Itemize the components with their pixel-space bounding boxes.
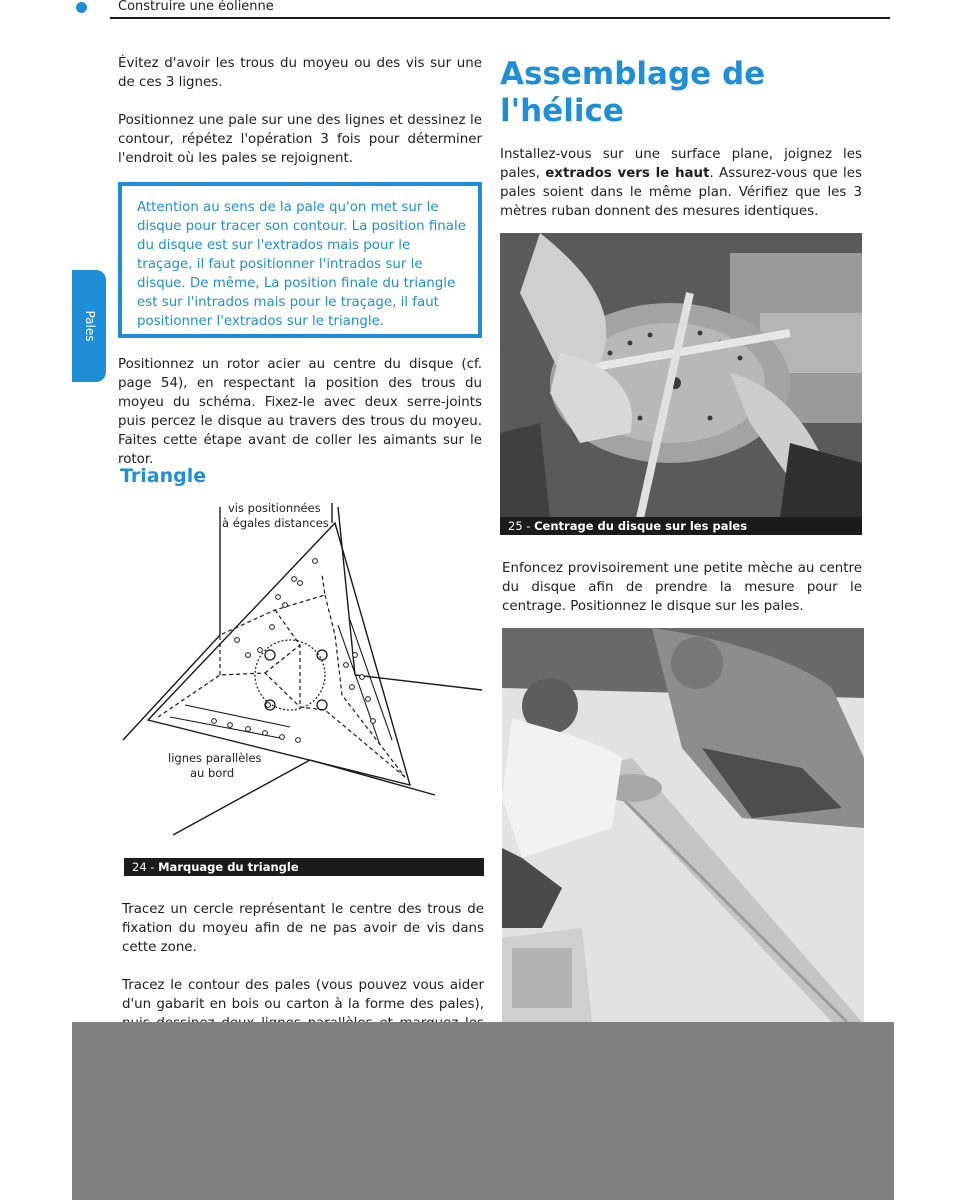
right-paragraph-1	[500, 145, 862, 221]
running-header: Construire une éolienne	[118, 0, 274, 14]
triangle-diagram	[110, 495, 490, 845]
figure-25-number: 25 -	[508, 519, 535, 533]
hub-zone-circle	[255, 640, 325, 710]
left-paragraph-4: Tracez un cercle représentant le centre des trous de fixation du moyeu afin de ne pas avoir de vis dans cette zone.	[122, 902, 484, 955]
blade-line-3b	[310, 760, 435, 795]
figure-24-text: Marquage du triangle	[158, 860, 299, 874]
figure-24-number: 24 -	[132, 860, 159, 874]
right-paragraph-1-a: Installez-vous sur une surface plane, joignez les pales,	[500, 147, 862, 181]
right-paragraph-1-b: . Assurez-vous que les pales soient dans le même plan. Vérifiez que les 3 mètres ruban donnent des mesures identiques.	[500, 166, 862, 219]
dashed-contour-4	[275, 610, 300, 707]
section-side-tab-label: Pales	[83, 310, 97, 342]
left-paragraph-2: Positionnez une pale sur une des lignes et dessinez le contour, répétez l'opération 3 fois pour déterminer l'endroit où les pales se rejoignent.	[118, 113, 482, 166]
left-paragraph-5: Tracez le contour des pales (vous pouvez vous aider d'un gabarit en bois ou carton à la forme des pales),	[122, 978, 484, 1012]
diagram-label-bottom-line-2: au bord	[190, 766, 235, 780]
figure-24-caption	[124, 858, 484, 876]
attention-note-text: Attention au sens de la pale qu'on met sur le disque pour tracer son contour. La position finale du disque est sur l'extrados mais pour le traçage, il faut positionner l'intrados sur le disque. De même, La position finale du triangle est sur l'intrados mais pour le traçage, il faut positionner l'extrados sur le triangle.	[137, 200, 466, 329]
left-paragraph-1: Évitez d'avoir les trous du moyeu ou des vis sur une de ces 3 lignes.	[118, 56, 482, 90]
scan-grey-area	[72, 1022, 894, 1200]
assemblage-title-line-1: Assemblage de	[500, 56, 766, 92]
figure-25-text: Centrage du disque sur les pales	[534, 519, 748, 533]
triangle-outline	[148, 523, 410, 785]
right-paragraph-2: Enfoncez provisoirement une petite mèche au centre du disque afin de prendre la mesure pour le centrage. Positionnez le disque sur les pales.	[502, 561, 862, 614]
photo-disque-centrage	[500, 233, 862, 518]
diagram-label-top-line-1: vis positionnées	[228, 501, 321, 515]
parallel-line-3	[338, 625, 380, 745]
dashed-contour-5	[265, 645, 300, 673]
figure-25-caption	[500, 517, 862, 535]
diagram-label-bottom-line-1: lignes parallèles	[168, 751, 262, 765]
assemblage-title-line-2: l'hélice	[500, 93, 624, 129]
right-paragraph-1-bold: extrados vers le haut	[545, 166, 710, 181]
left-paragraph-3: Positionnez un rotor acier au centre du disque (cf. page 54), en respectant la position des trous du moyeu du schéma. Fixez-le avec deux serre-joints puis percez le disque au travers des trous du moyeu. Faites cette étape avant de coller les aimants sur le rotor.	[118, 357, 482, 467]
triangle-heading: Triangle	[120, 465, 207, 487]
photo-positionnement-disque	[502, 628, 864, 1022]
attention-note-box	[118, 182, 482, 338]
dashed-contour-3	[325, 595, 405, 777]
hub-holes	[265, 650, 327, 710]
header-bullet-icon	[76, 2, 87, 13]
diagram-label-top-line-2: à égales distances	[222, 516, 329, 530]
header-divider	[110, 17, 890, 19]
